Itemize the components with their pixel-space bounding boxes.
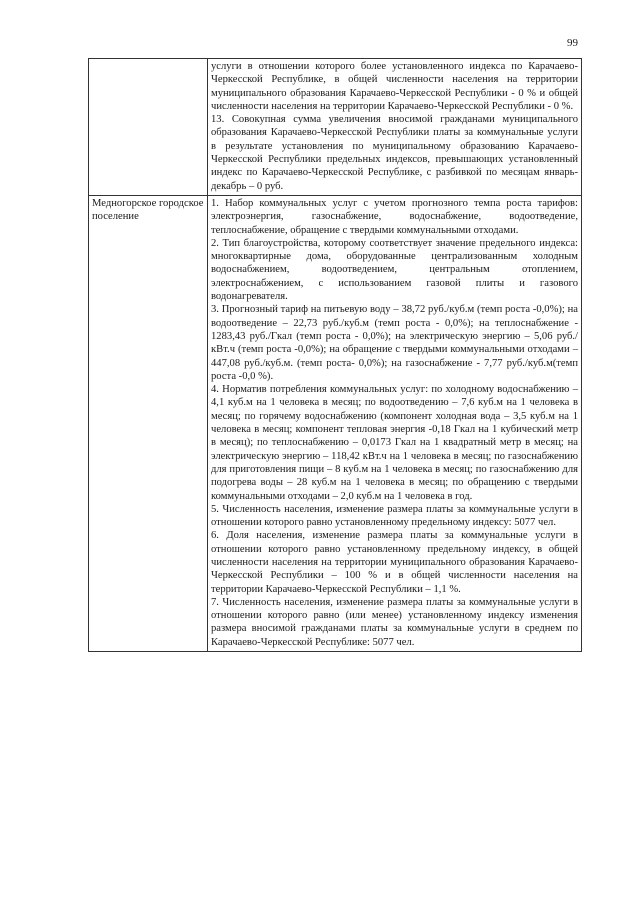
page-number: 99 <box>567 37 578 49</box>
table-row <box>89 59 582 196</box>
paragraph: 7. Численность населения, изменение размера платы за коммунальные услуги в отношении которого равно (или менее) установленному индексу изменения размера вносимой гражданами платы за коммунальные услуги в среднем по Карачаево-Черкесской Республике: 5077 чел. <box>211 596 578 648</box>
paragraph: 13. Совокупная сумма увеличения вносимой гражданами муниципального образования Карачаево-Черкесской Республики платы за коммунальные услуги в результате установления по муниципальному образованию Карачаево-Черкесской Республики предельных индексов, превышающих установленный индекс по Карачаево-Черкесской Республике, с разбивкой по месяцам январь-декабрь – 0 руб. <box>211 114 578 192</box>
details-cell <box>208 195 582 651</box>
paragraph: 1. Набор коммунальных услуг с учетом прогнозного темпа роста тарифов: электроэнергия, газоснабжение, водоснабжение, водоотведение, теплоснабжение, обращение с твердыми коммунальными отходами. <box>211 197 578 236</box>
municipality-cell <box>89 59 208 196</box>
paragraph: 4. Норматив потребления коммунальных услуг: по холодному водоснабжению – 4,1 куб.м на 1 человека в месяц; по водоотведению – 7,6 куб.м на 1 человека в месяц; по горячему водоснабжению (компонент холодная вода – 3,5 куб.м на 1 человека в месяц; компонент тепловая энергия -0,18 Гкал на 1 кубический метр в месяц); по теплоснабжению – 0,0173 Гкал на 1 квадратный метр в месяц; на электрическую энергию – 118,42 кВт.ч на 1 человека в месяц; по газоснабжению для приготовления пищи – 8 куб.м на 1 человека в месяц; по газоснабжению для подогрева воды – 28 куб.м на 1 человека в месяц; по обращению с твердыми коммунальными отходами – 2,0 куб.м на 1 человека в год. <box>211 384 578 502</box>
paragraph: 6. Доля населения, изменение размера платы за коммунальные услуги в отношении которого равно установленному предельному индексу, в общей численности населения на территории муниципального образования Карачаево-Черкесской Республики – 100 % и в общей численности населения на территории Карачаево-Черкесской Республики – 1,1 %. <box>211 530 578 595</box>
paragraph: 5. Численность населения, изменение размера платы за коммунальные услуги в отношении которого равно установленному предельному индексу: 5077 чел. <box>211 503 578 529</box>
indices-table <box>88 58 582 652</box>
paragraph: 2. Тип благоустройства, которому соответствует значение предельного индекса: многоквартирные дома, оборудованные централизованным холодным водоснабжением, водоотведением, центральным отоплением, электроснабжением, с использованием газовой плиты и газового водонагревателя. <box>211 237 578 303</box>
paragraph: услуги в отношении которого более установленного индекса по Карачаево-Черкесской Республике, в общей численности населения на территории муниципального образования Карачаево-Черкесской Республики - 0 % и общей численности населения на территории Карачаево-Черкесской Республики - 0 %. <box>211 61 578 112</box>
municipality-cell: Медногорское городское поселение <box>89 195 208 651</box>
details-cell <box>208 59 582 196</box>
paragraph: 3. Прогнозный тариф на питьевую воду – 38,72 руб./куб.м (темп роста -0,0%); на водоотведение – 22,73 руб./куб.м (темп роста - 0,0%); на теплоснабжение - 1283,43 руб./Гкал (темп роста - 0,0%); на электрическую энергию – 5,06 руб./кВт.ч (темп роста -0,0%); на обращение с твердыми коммунальными отходами – 447,08 руб./куб.м. (темп роста- 0,0%); на газоснабжение - 7,77 руб./куб.м(темп роста -0,0 %). <box>211 304 578 382</box>
table-row <box>89 195 582 651</box>
